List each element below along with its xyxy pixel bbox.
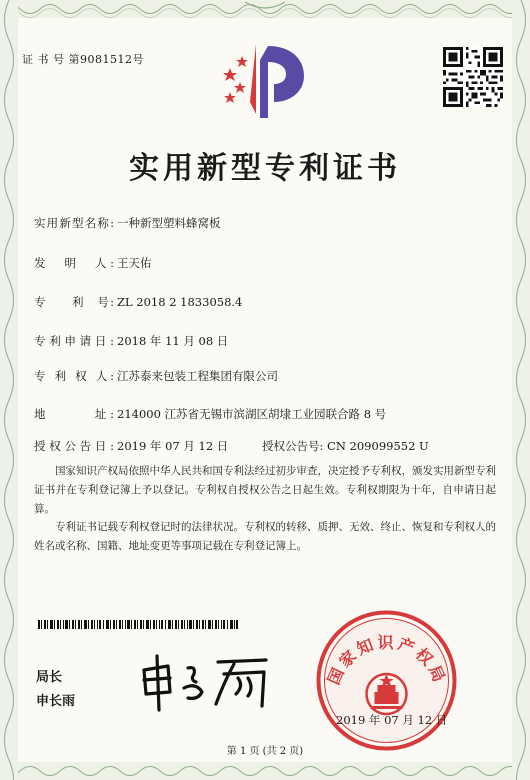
decorative-border-left bbox=[0, 0, 18, 780]
field-value: ZL 2018 2 1833058.4 bbox=[117, 295, 243, 309]
field-value: 王天佑 bbox=[117, 256, 152, 270]
decorative-border-top bbox=[0, 0, 530, 18]
field-label: 授权公告日: bbox=[34, 439, 114, 453]
grant-statement-paragraph: 国家知识产权局依照中华人民共和国专利法经过初步审查，决定授予专利权，颁发实用新型专利证书并在专利登记簿上予以登记。专利权自授权公告之日起生效。专利权期限为十年，自申请日起算。 bbox=[34, 465, 496, 515]
document-title: 实用新型专利证书 bbox=[129, 151, 401, 186]
field-value: CN 209099552 U bbox=[327, 439, 429, 453]
seal-date: 2019 年 07 月 12 日 bbox=[336, 713, 448, 727]
filing-date-field bbox=[34, 333, 228, 349]
field-label: 专 利 权 人: bbox=[34, 369, 114, 383]
field-label: 专利申请日: bbox=[34, 334, 114, 348]
director-title: 局长 bbox=[36, 670, 63, 685]
field-label: 发 明 人: bbox=[34, 256, 114, 270]
official-seal-icon bbox=[314, 608, 459, 753]
field-label: 专 利 号: bbox=[34, 295, 114, 309]
patent-number-field bbox=[34, 294, 242, 310]
legal-status-paragraph: 专利证书记载专利权登记时的法律状况。专利权的转移、质押、无效、终止、恢复和专利权人的姓名或名称、国籍、地址变更等事项记载在专利登记簿上。 bbox=[34, 521, 496, 552]
director-name: 申长雨 bbox=[36, 694, 76, 709]
inventor-field bbox=[34, 255, 152, 271]
barcode-icon bbox=[38, 620, 238, 629]
svg-text:国家知识产权局: 国家知识产权局 bbox=[323, 632, 451, 688]
field-value: 2019 年 07 月 12 日 bbox=[117, 439, 229, 453]
qr-code-icon bbox=[443, 47, 503, 107]
field-label: 地 址: bbox=[34, 407, 114, 421]
field-label: 实用新型名称: bbox=[34, 216, 114, 230]
handwritten-signature-icon bbox=[138, 652, 273, 712]
announcement-date-field bbox=[34, 438, 228, 454]
decorative-border-right bbox=[512, 0, 530, 780]
certificate-number: 证 书 号 第9081512号 bbox=[22, 53, 144, 66]
decorative-border-bottom bbox=[0, 762, 530, 780]
field-value: 一种新型塑料蜂窝板 bbox=[117, 216, 221, 230]
field-label: 授权公告号: bbox=[262, 439, 324, 453]
cnipa-logo-icon bbox=[216, 40, 316, 120]
announcement-number-field bbox=[262, 438, 429, 454]
field-value: 214000 江苏省无锡市滨湖区胡埭工业园联合路 8 号 bbox=[117, 407, 387, 421]
patentee-field bbox=[34, 368, 278, 384]
page-number: 第 1 页 (共 2 页) bbox=[226, 746, 304, 757]
address-field bbox=[34, 406, 386, 422]
field-value: 2018 年 11 月 08 日 bbox=[117, 334, 229, 348]
utility-model-name-field bbox=[34, 215, 221, 231]
field-value: 江苏泰来包装工程集团有限公司 bbox=[117, 369, 278, 383]
